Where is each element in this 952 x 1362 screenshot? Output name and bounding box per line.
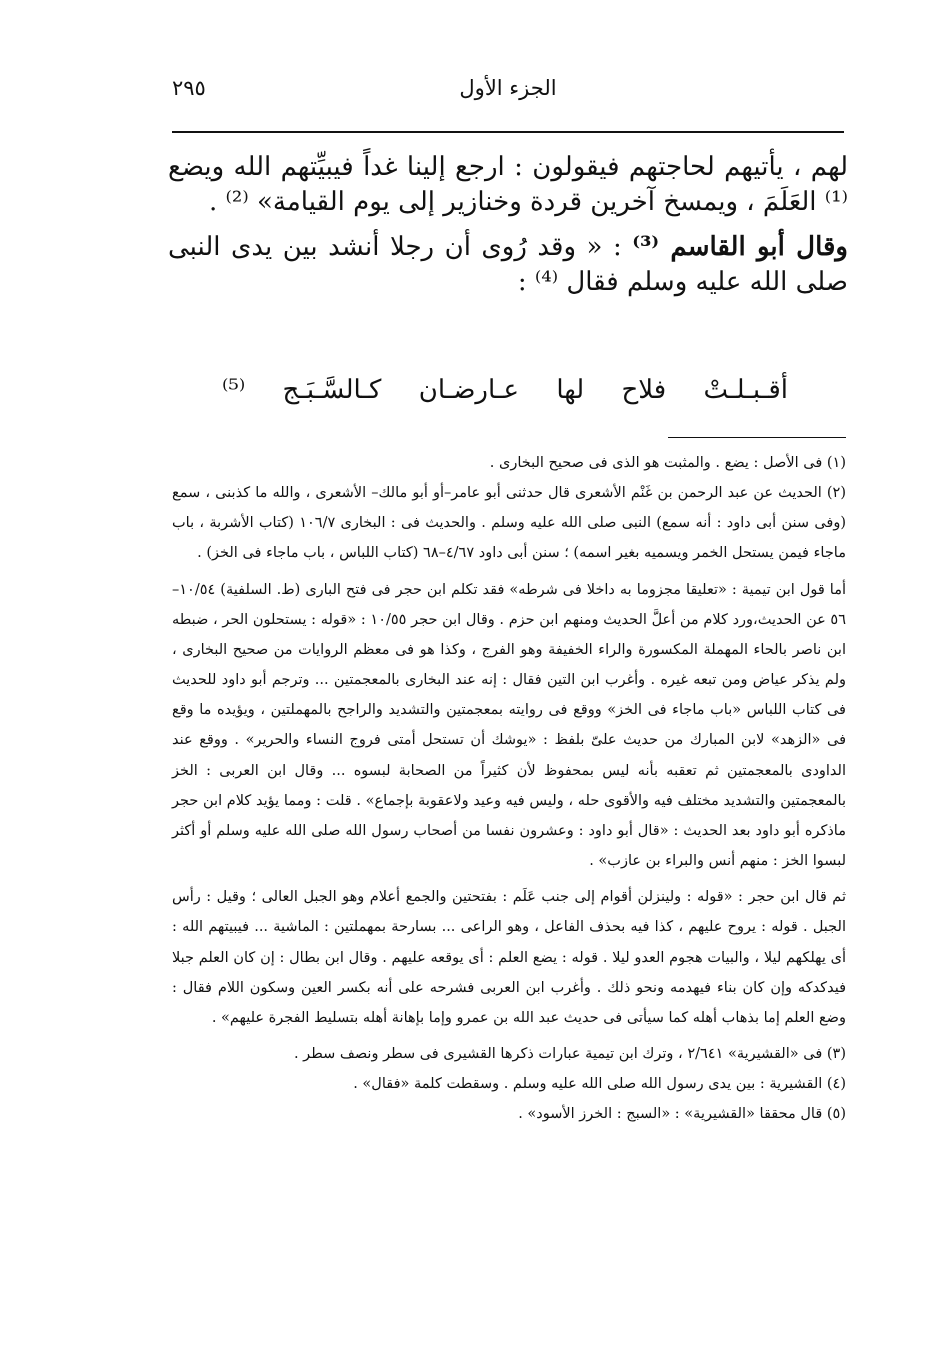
main-paragraph-2-text: : « وقد رُوى أن رجلا أنشد بين يدى النبى صلى الله عليه وسلم فقال ⁽⁴⁾ : <box>168 231 848 298</box>
footnote-rule <box>668 437 846 438</box>
main-text <box>168 150 848 300</box>
page-number: ٢٩٥ <box>172 76 206 100</box>
footnote-1: (١) فى الأصل : يضع . والمثبت هو الذى فى صحيح البخارى . <box>489 455 846 471</box>
footnote-3: (٣) فى «القشيرية» ٢/٦٤١ ، وترك ابن تيمية عبارات ذكرها القشيرى فى سطر ونصف سطر . <box>293 1045 846 1062</box>
running-head: الجزء الأول <box>459 76 557 100</box>
footnotes <box>172 448 846 1129</box>
main-paragraph-1: لهم ، يأتيهم لحاجتهم فيقولون : ارجع إلينا غداً فيبيِّتهم الله ويضع ⁽¹⁾ العَلَمَ ، ويمسخ آخرين قردة وخنازير إلى يوم القيامة» ⁽²⁾ . <box>168 152 848 218</box>
footnote-4: (٤) القشيرية : بين يدى رسول الله صلى الله عليه وسلم . وسقطت كلمة «فقال» . <box>353 1076 846 1093</box>
speaker-name: وقال أبو القاسم ⁽³⁾ <box>632 231 848 262</box>
main-paragraph-2 <box>168 230 848 301</box>
footnote-5: (٥) قال محققا «القشيرية» : «السبج : الخرز الأسود» . <box>518 1106 846 1123</box>
footnote-2-commentary-b: ثم قال ابن حجر : «قوله : ولينزلن أقوام إلى جنب عَلَم : بفتحتين والجمع أعلام وهو الجبل العالى ؛ وقيل : رأس الجبل . قوله : يروح عليهم ، كذا فيه بحذف الفاعل ، وهو الراعى ... بسارحة بمهملتين : الماشية ... فيبيتهم الله : أى يهلكهم ليلا ، والبيات هجوم العدو ليلا . قوله : يضع العلم : أى يوقعه عليهم . وقال ابن بطال : إن كان العلم جبلا فيدكدكه وإن كان بناء فيهدمه ونحو ذلك . وأغرب ابن العربى فشرحه على أنه بكسر العين وسكون اللام فقال : وضع العلم إما بذهاب أهله كما سيأتى فى حديث عبد الله بن عمرو وإما بإهانة أهله بتسليط الفجرة عليهم» . <box>172 889 846 1026</box>
footnote-2: (٢) الحديث عن عبد الرحمن بن غَنْم الأشعرى قال حدثنى أبو عامر–أو أبو مالك– الأشعرى ، والله ما كذبنى ، سمع (وفى سنن أبى داود : أنه سمع) النبى صلى الله عليه وسلم . والحديث فى : البخارى ١٠٦/٧ (كتاب الأشربة ، باب ماجاء فيمن يستحل الخمر ويسميه بغير اسمه) ؛ سنن أبى داود ٤/٦٧–٦٨ (كتاب اللباس ، باب ماجاء فى الخز) . <box>172 485 846 562</box>
footnote-2-commentary-a: أما قول ابن تيمية : «تعليقا مجزوما به داخلا فى شرطه» فقد تكلم ابن حجر فى فتح البارى (ط. السلفية) ١٠/٥٤–٥٦ عن الحديث،ورد كلام من أعلَّ الحديث ومنهم ابن حزم . وقال ابن حجر ١٠/٥٥ : «قوله : يستحلون الحر ، ضبطه ابن ناصر بالحاء المهملة المكسورة والراء الخفيفة وهو الفرج ، وكذا هو فى معظم الروايات من صحيح البخارى ، ولم يذكر عياض ومن تبعه غيره . وأغرب ابن التين فقال : إنه عند البخارى بالمعجمتين ... وترجم أبو داود للحديث فى كتاب اللباس «باب ماجاء فى الخز» ووقع فى روايته بمعجمتين والتشديد والراجح بالمهملتين ، ويؤيده ما وقع فى «الزهد» لابن المبارك من حديث علىّ بلفظ : «يوشك أن تستحل أمتى فروج النساء والحرير» . ووقع عند الداودى بالمعجمتين ثم تعقبه بأنه ليس بمحفوظ لأن كثيراً من الصحابة لبسوه ... وقال ابن العربى : الخز بالمعجمتين والتشديد مختلف فيه والأقوى حله ، وليس فيه وعيد ولاعقوبة بإجماع» . قلت : ومما يؤيد كلام ابن حجر ماذكره أبو داود بعد الحديث : «قال أبو داود : وعشرون نفسا من أصحاب رسول الله صلى الله عليه وسلم أو أكثر لبسوا الخز : منهم أنس والبراء بن عازب» . <box>172 581 846 870</box>
poem-verse: أقـبـلـتْ فلاح لها عـارضـان كـالسَّـبَـج ⁽⁵⁾ <box>222 375 788 405</box>
page-header <box>172 70 844 110</box>
header-rule <box>172 131 844 133</box>
